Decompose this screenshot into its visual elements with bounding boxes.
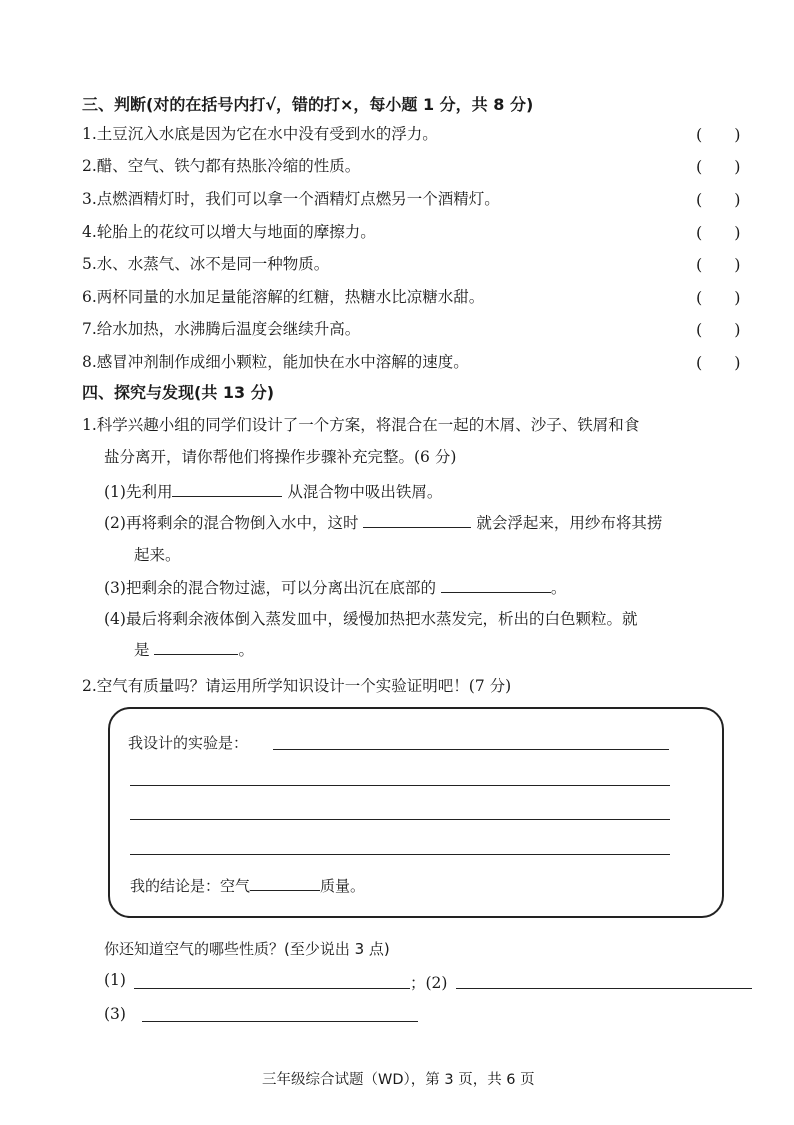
- step-3-blank[interactable]: [441, 578, 551, 593]
- conclusion-before: 我的结论是：空气: [130, 877, 251, 895]
- judgment-item-1: 1.土豆沉入水底是因为它在水中没有受到水的浮力。: [82, 125, 438, 143]
- property-2-line[interactable]: [456, 988, 752, 989]
- answer-parentheses-6[interactable]: ( ): [696, 288, 741, 307]
- air-properties-question: 你还知道空气的哪些性质？(至少说出 3 点): [104, 940, 390, 958]
- step-4-after: 。: [238, 641, 254, 659]
- step-4-answer: [134, 638, 254, 660]
- step-3: [104, 576, 566, 598]
- experiment-answer-box: [108, 707, 724, 918]
- step-1-before: (1)先利用: [104, 483, 173, 501]
- step-3-before: (3)把剩余的混合物过滤，可以分离出沉在底部的: [104, 579, 436, 597]
- property-2-label: ；(2): [410, 974, 448, 992]
- design-line-4[interactable]: [130, 854, 670, 855]
- question-1-line-2: 盐分离开，请你帮他们将操作步骤补充完整。(6 分): [104, 448, 457, 466]
- conclusion-after: 质量。: [320, 877, 366, 895]
- step-2-before: (2)再将剩余的混合物倒入水中，这时: [104, 514, 359, 532]
- answer-parentheses-5[interactable]: ( ): [696, 255, 741, 274]
- property-1-label: (1): [104, 971, 126, 989]
- conclusion: [130, 875, 365, 896]
- step-2-after: 就会浮起来，用纱布将其捞: [476, 514, 663, 532]
- answer-parentheses-7[interactable]: ( ): [696, 320, 741, 339]
- step-2-continuation: 起来。: [134, 546, 181, 564]
- step-4-line: (4)最后将剩余液体倒入蒸发皿中，缓慢加热把水蒸发完，析出的白色颗粒。就: [104, 610, 638, 628]
- section-3-heading: 三、判断(对的在括号内打√，错的打×，每小题 1 分，共 8 分): [82, 95, 534, 114]
- design-line-1[interactable]: [273, 749, 669, 750]
- answer-parentheses-8[interactable]: ( ): [696, 353, 741, 372]
- judgment-item-2: 2.醋、空气、铁勺都有热胀冷缩的性质。: [82, 157, 361, 175]
- conclusion-blank[interactable]: [250, 876, 320, 891]
- judgment-item-4: 4.轮胎上的花纹可以增大与地面的摩擦力。: [82, 223, 376, 241]
- step-1-after: 从混合物中吸出铁屑。: [287, 483, 443, 501]
- page-footer: 三年级综合试题（WD），第 3 页，共 6 页: [262, 1072, 535, 1088]
- design-line-3[interactable]: [130, 819, 670, 820]
- question-1-line-1: 1.科学兴趣小组的同学们设计了一个方案，将混合在一起的木屑、沙子、铁屑和食: [82, 416, 640, 434]
- question-2: 2.空气有质量吗？请运用所学知识设计一个实验证明吧！(7 分): [82, 677, 512, 695]
- answer-parentheses-2[interactable]: ( ): [696, 157, 741, 176]
- step-2-blank[interactable]: [363, 513, 471, 528]
- answer-parentheses-1[interactable]: ( ): [696, 125, 741, 144]
- step-1-blank[interactable]: [172, 482, 282, 497]
- judgment-item-3: 3.点燃酒精灯时，我们可以拿一个酒精灯点燃另一个酒精灯。: [82, 190, 500, 208]
- judgment-item-6: 6.两杯同量的水加足量能溶解的红糖，热糖水比凉糖水甜。: [82, 288, 485, 306]
- answer-parentheses-3[interactable]: ( ): [696, 190, 741, 209]
- property-3-label: (3): [104, 1005, 126, 1023]
- answer-parentheses-4[interactable]: ( ): [696, 223, 741, 242]
- section-4-heading: 四、探究与发现(共 13 分): [82, 383, 275, 402]
- design-label: 我设计的实验是：: [128, 734, 249, 752]
- step-2: [104, 511, 662, 533]
- step-3-after: 。: [550, 579, 567, 597]
- property-3-line[interactable]: [142, 1021, 418, 1022]
- judgment-item-7: 7.给水加热，水沸腾后温度会继续升高。: [82, 320, 361, 338]
- step-4-blank[interactable]: [154, 640, 238, 655]
- judgment-item-8: 8.感冒冲剂制作成细小颗粒，能加快在水中溶解的速度。: [82, 353, 469, 371]
- step-1: [104, 480, 442, 502]
- design-line-2[interactable]: [130, 785, 670, 786]
- step-4-before: 是: [134, 641, 150, 659]
- judgment-item-5: 5.水、水蒸气、冰不是同一种物质。: [82, 255, 330, 273]
- property-1-line[interactable]: [134, 988, 410, 989]
